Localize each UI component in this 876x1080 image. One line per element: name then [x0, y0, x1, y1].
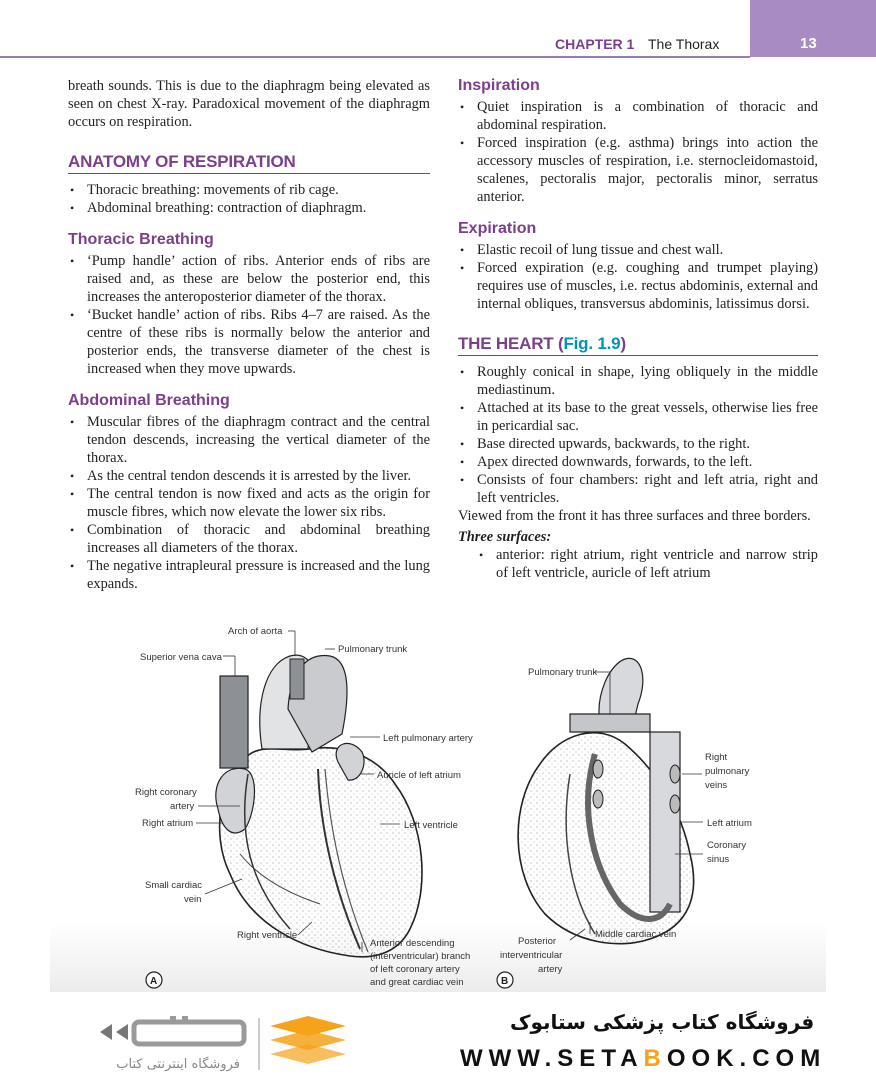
label-left-atrium-b: Left atrium [707, 818, 752, 829]
list-item: • Abdominal breathing: contraction of diaphragm. [68, 199, 430, 217]
label-auricle-left-atrium: Auricle of left atrium [377, 770, 461, 781]
heart-heading-text: THE HEART ( [458, 334, 564, 353]
label-right-coronary-2: artery [170, 801, 195, 812]
label-posterior-1: Posterior [518, 936, 557, 947]
label-coronary-sinus-2: sinus [707, 854, 730, 865]
figure-link[interactable]: Fig. 1.9 [563, 334, 621, 353]
thoracic-list [68, 252, 430, 378]
label-right-ventricle: Right ventricle [237, 930, 298, 941]
surfaces-list [458, 546, 818, 582]
url-part-2: OOK.COM [666, 1045, 827, 1072]
label-right-2: pulmonary [705, 766, 750, 777]
anatomy-heading: ANATOMY OF RESPIRATION [68, 153, 430, 174]
list-item: • Base directed upwards, backwards, to the right. [458, 435, 818, 453]
list-item: • anterior: right atrium, right ventricle and narrow strip of left ventricle, auricle of left atrium [458, 546, 818, 582]
superior-vena-cava [220, 676, 248, 768]
chapter-label: CHAPTER 1 [555, 36, 635, 52]
list-item: • Elastic recoil of lung tissue and chest wall. [458, 241, 818, 259]
label-pulmonary-trunk-a: Pulmonary trunk [338, 644, 408, 655]
header-rule [0, 56, 750, 58]
right-column [458, 77, 818, 582]
pulmonary-trunk-b [570, 714, 650, 732]
heart-figure [50, 604, 826, 992]
expiration-heading: Expiration [458, 220, 537, 237]
list-item: • As the central tendon descends it is arrested by the liver. [68, 467, 430, 485]
list-item: • Quiet inspiration is a combination of thoracic and abdominal respiration. [458, 98, 818, 134]
list-item: • Apex directed downwards, forwards, to the left. [458, 453, 818, 471]
pulmonary-vein-opening [670, 795, 680, 813]
label-right-atrium: Right atrium [142, 818, 194, 829]
list-item: • Attached at its base to the great vessels, otherwise lies free in pericardial sac. [458, 399, 818, 435]
logo-mark-icon [270, 1016, 346, 1064]
label-left-pulmonary-artery: Left pulmonary artery [383, 733, 473, 744]
heart-heading-close: ) [620, 334, 626, 353]
list-item: • Muscular fibres of the diaphragm contract and the central tendon descends, increasing the vertical diameter of the thorax. [68, 413, 430, 467]
anatomy-list [68, 181, 430, 217]
pulmonary-vein-opening [670, 765, 680, 783]
label-right-3: veins [705, 780, 728, 791]
setabook-logo[interactable] [90, 1012, 350, 1078]
list-item: • Forced inspiration (e.g. asthma) brings into action the accessory muscles of respiration, i.e. sternocleidomastoid, scalenes, pectoralis major, pectoralis minor, serratus anterior. [458, 134, 818, 206]
label-anterior-descending-3: of left coronary artery [370, 964, 460, 975]
list-item: • Forced expiration (e.g. coughing and trumpet playing) requires use of muscles, i.e. rectus abdominis, external and internal obliques, transversus abdominis, latissimus dorsi. [458, 259, 818, 313]
list-item: • Consists of four chambers: right and left atria, right and left ventricles. [458, 471, 818, 507]
inspiration-heading: Inspiration [458, 77, 540, 94]
label-middle-cardiac-vein: Middle cardiac vein [595, 929, 677, 940]
list-item: • Thoracic breathing: movements of rib cage. [68, 181, 430, 199]
logo-wordmark-icon [100, 1016, 244, 1044]
heart-anterior-view [216, 655, 422, 957]
label-arch-of-aorta: Arch of aorta [228, 626, 283, 637]
label-right-1: Right [705, 752, 728, 763]
list-item: • The negative intrapleural pressure is increased and the lung expands. [68, 557, 430, 593]
intro-paragraph: breath sounds. This is due to the diaphragm being elevated as seen on chest X-ray. Paradoxical movement of the diaphragm occurs on respiration. [68, 78, 430, 130]
expiration-list [458, 241, 818, 313]
store-name: فروشگاه کتاب پزشکی ستابوک [510, 1010, 815, 1034]
label-anterior-descending-1: Anterior descending [370, 938, 455, 949]
label-anterior-descending-2: (interventricular) branch [370, 951, 471, 962]
label-left-ventricle: Left ventricle [404, 820, 458, 831]
list-item: • Combination of thoracic and abdominal breathing increases all diameters of the thorax. [68, 521, 430, 557]
label-anterior-descending-4: and great cardiac vein [370, 977, 464, 988]
panel-a-badge-text: A [150, 976, 158, 987]
logo-divider [258, 1018, 260, 1070]
abdominal-heading: Abdominal Breathing [68, 392, 230, 409]
label-posterior-2: interventricular [500, 950, 563, 961]
pulmonary-vein-opening [593, 790, 603, 808]
surfaces-heading: Three surfaces: [458, 529, 552, 545]
chapter-title: The Thorax [648, 36, 720, 52]
inspiration-list [458, 98, 818, 206]
list-item: • Roughly conical in shape, lying obliquely in the middle mediastinum. [458, 363, 818, 399]
pulmonary-vein-opening [593, 760, 603, 778]
abdominal-list [68, 413, 430, 593]
url-part-1: WWW.SETA [460, 1045, 644, 1072]
heart-posterior-view [518, 658, 694, 943]
label-coronary-sinus-1: Coronary [707, 840, 747, 851]
viewed-paragraph: Viewed from the front it has three surfaces and three borders. [458, 508, 811, 524]
left-column [68, 77, 430, 593]
label-right-coronary-1: Right coronary [135, 787, 197, 798]
label-posterior-3: artery [538, 964, 563, 975]
label-pulmonary-trunk-b: Pulmonary trunk [528, 667, 598, 678]
vessel-branch [290, 659, 304, 699]
heart-list [458, 363, 818, 507]
panel-b-badge-text: B [501, 976, 509, 987]
label-small-cardiac-2: vein [184, 894, 202, 905]
page-number: 13 [800, 35, 817, 52]
url-accent: B [643, 1045, 667, 1072]
left-atrium-b [650, 732, 680, 912]
thoracic-heading: Thoracic Breathing [68, 231, 214, 248]
list-item: • ‘Pump handle’ action of ribs. Anterior ends of ribs are raised and, as these are below the posterior end, this increases the anteroposterior diameter of the thorax. [68, 252, 430, 306]
label-superior-vena-cava: Superior vena cava [140, 652, 222, 663]
heart-heading [458, 335, 818, 356]
heart-figure-svg [50, 604, 826, 992]
store-url[interactable] [460, 1045, 826, 1073]
list-item: • The central tendon is now fixed and acts as the origin for muscle fibres, which now elevate the lower six ribs. [68, 485, 430, 521]
label-small-cardiac-1: Small cardiac [145, 880, 203, 891]
list-item: • ‘Bucket handle’ action of ribs. Ribs 4–7 are raised. As the centre of these ribs is normally below the anterior and posterior ends, the transverse diameter of the chest is increased when they move upwards. [68, 306, 430, 378]
logo-subtitle: فروشگاه اینترنتی کتاب [116, 1057, 240, 1072]
